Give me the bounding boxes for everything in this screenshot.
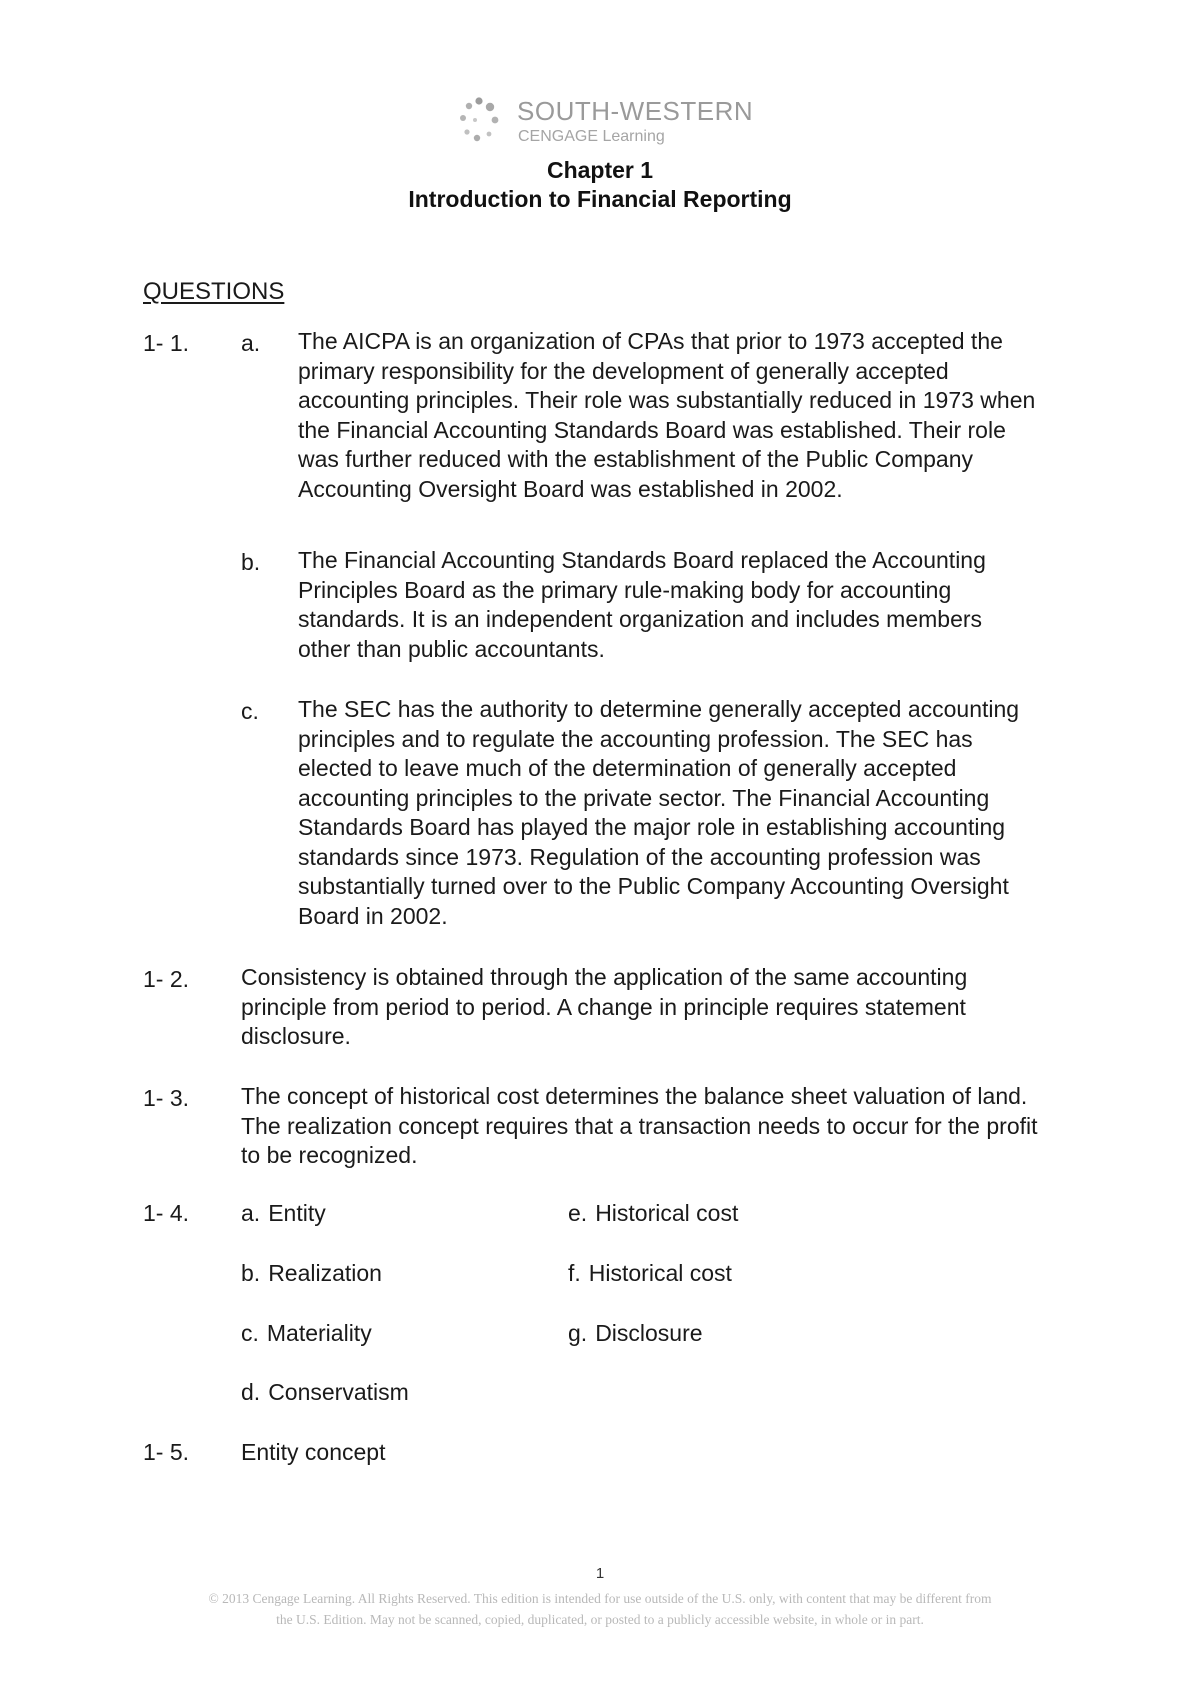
text-line: accounting principles to the private sector. The Financial Accounting (298, 784, 990, 811)
answer-text: Entity concept (241, 1439, 386, 1465)
sub-question-letter: b. (241, 549, 261, 575)
term-item (241, 1260, 382, 1287)
term-letter: b. (241, 1260, 261, 1286)
question-number: 1- 3. (143, 1085, 190, 1111)
term-text: Entity (268, 1200, 326, 1226)
text-line: was further reduced with the establishment of the Public Company (298, 446, 974, 472)
text-line: principle from period to period. A change in principle requires statement (241, 993, 966, 1020)
term-text: Historical cost (595, 1200, 739, 1226)
publisher-logo (455, 92, 755, 152)
text-line: The AICPA is an organization of CPAs that prior to 1973 accepted the (298, 328, 1003, 354)
sub-question-letter: a. (241, 330, 261, 356)
term-item (241, 1320, 372, 1347)
logo-name: SOUTH-WESTERN (517, 96, 754, 126)
copyright-line: the U.S. Edition. May not be scanned, copied, duplicated, or posted to a publicly accessible website, in whole or in part. (276, 1612, 924, 1627)
copyright-notice (130, 1588, 1070, 1630)
text-line: to be recognized. (241, 1142, 418, 1168)
text-line: elected to leave much of the determination of generally accepted (298, 755, 957, 781)
term-text: Historical cost (588, 1260, 732, 1286)
term-letter: a. (241, 1200, 261, 1226)
answer-paragraph (298, 546, 1078, 664)
sub-question-letter: c. (241, 698, 259, 724)
text-line: The concept of historical cost determines the balance sheet valuation of land. (241, 1083, 1028, 1109)
text-line: principles and to regulate the accounting profession. The SEC has (298, 725, 973, 752)
term-item (241, 1200, 326, 1227)
text-line: The Financial Accounting Standards Board replaced the Accounting (298, 547, 986, 573)
term-letter: g. (568, 1320, 588, 1346)
page-number: 1 (595, 1565, 605, 1582)
term-item (568, 1260, 732, 1287)
term-item (241, 1379, 409, 1406)
answer-paragraph (298, 695, 1078, 931)
text-line: accounting principles. Their role was substantially reduced in 1973 when (298, 387, 1036, 413)
term-item (568, 1200, 738, 1227)
text-line: standards since 1973. Regulation of the accounting profession was (298, 843, 981, 870)
copyright-line: © 2013 Cengage Learning. All Rights Reserved. This edition is intended for use outside of the U.S. only, with content that may be different from (208, 1591, 992, 1606)
term-letter: d. (241, 1379, 261, 1405)
section-heading: QUESTIONS (143, 278, 285, 305)
term-letter: e. (568, 1200, 588, 1226)
question-number: 1- 2. (143, 966, 190, 992)
chapter-number: Chapter 1 (546, 157, 654, 183)
text-line: The SEC has the authority to determine generally accepted accounting (298, 696, 1020, 722)
text-line: Board in 2002. (298, 902, 448, 929)
text-line: standards. It is an independent organization and includes members (298, 606, 983, 632)
logo-dots-icon (455, 96, 507, 148)
term-text: Conservatism (268, 1379, 409, 1405)
text-line: other than public accountants. (298, 635, 605, 662)
term-letter: f. (568, 1260, 581, 1286)
logo-subtitle: CENGAGE Learning (518, 128, 665, 145)
text-line: primary responsibility for the development of generally accepted (298, 357, 949, 384)
text-line: Principles Board as the primary rule-making body for accounting (298, 576, 952, 603)
term-text: Disclosure (595, 1320, 703, 1346)
text-line: Consistency is obtained through the application of the same accounting (241, 964, 968, 990)
term-text: Materiality (266, 1320, 372, 1346)
answer-paragraph (241, 963, 1081, 1052)
text-line: Standards Board has played the major role in establishing accounting (298, 814, 1006, 840)
text-line: The realization concept requires that a transaction needs to occur for the profit (241, 1112, 1038, 1139)
question-number: 1- 5. (143, 1439, 190, 1465)
term-letter: c. (241, 1320, 259, 1346)
text-line: Accounting Oversight Board was established in 2002. (298, 475, 843, 502)
text-line: the Financial Accounting Standards Board was established. Their role (298, 416, 1006, 443)
text-line: disclosure. (241, 1023, 351, 1049)
term-item (568, 1320, 703, 1347)
term-text: Realization (268, 1260, 382, 1286)
text-line: substantially turned over to the Public Company Accounting Oversight (298, 873, 1009, 899)
answer-paragraph (298, 327, 1078, 504)
question-number: 1- 1. (143, 330, 190, 356)
answer-paragraph (241, 1082, 1081, 1171)
chapter-title: Introduction to Financial Reporting (408, 186, 792, 212)
question-number: 1- 4. (143, 1200, 190, 1226)
